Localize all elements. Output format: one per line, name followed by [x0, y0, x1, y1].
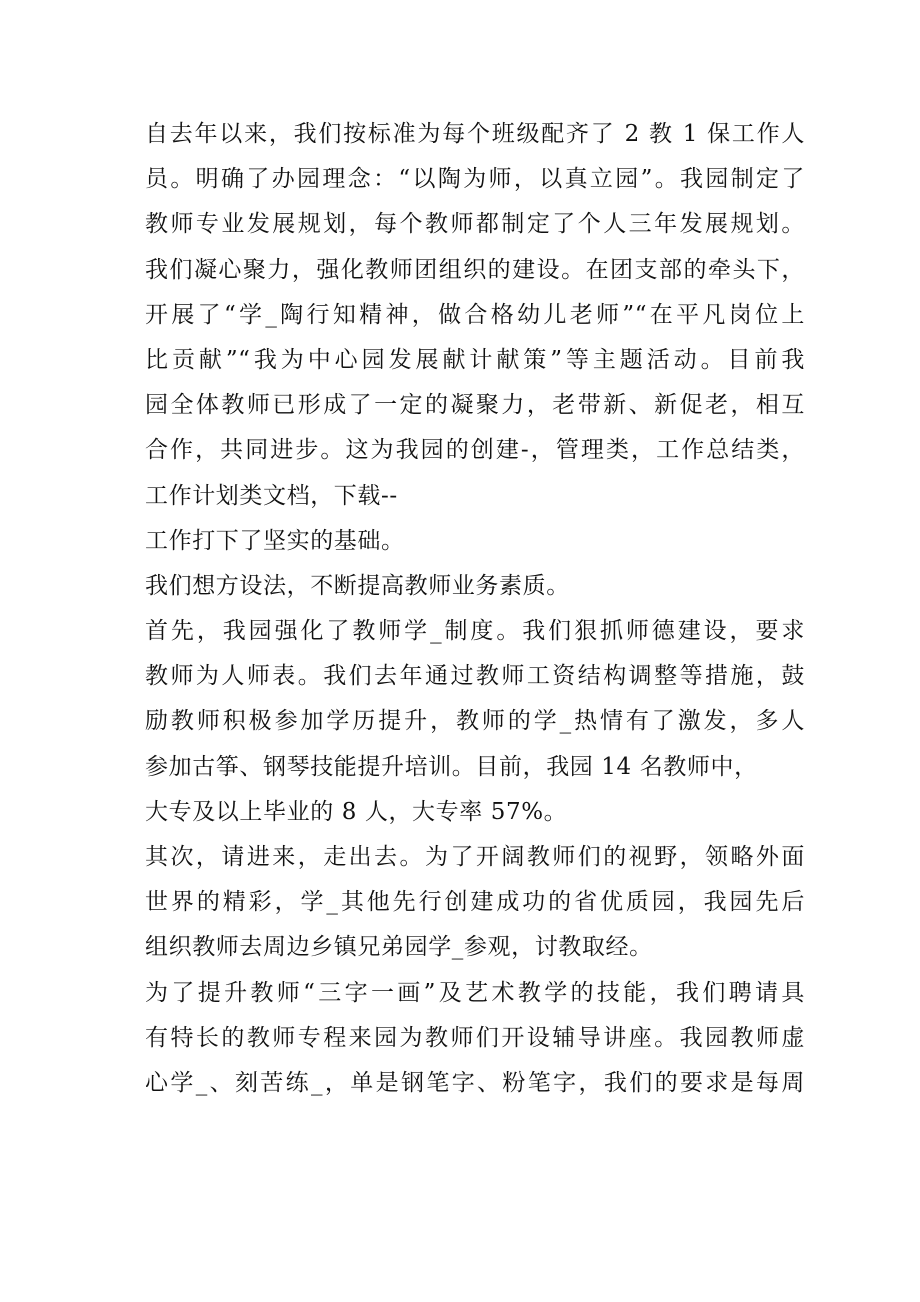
text-line-6: 比贡献”“我为中心园发展献计献策”等主题活动。目前我 — [145, 346, 805, 373]
text-line-16: 大专及以上毕业的 8 人，大专率 57%。 — [145, 798, 568, 825]
text-line-7: 园全体教师已形成了一定的凝聚力，老带新、新促老，相互 — [145, 392, 805, 419]
text-line-11: 我们想方设法，不断提高教师业务素质。 — [145, 572, 570, 599]
text-line-21: 有特长的教师专程来园为教师们开设辅导讲座。我园教师虚 — [145, 1024, 805, 1051]
text-line-9: 工作计划类文档，下载-- — [145, 482, 398, 509]
text-line-3: 教师专业发展规划，每个教师都制定了个人三年发展规划。 — [145, 211, 805, 238]
text-line-14: 励教师积极参加学历提升，教师的学_热情有了激发，多人 — [145, 708, 805, 735]
text-line-19: 组织教师去周边乡镇兄弟园学_参观，讨教取经。 — [145, 934, 653, 961]
text-line-10: 工作打下了坚实的基础。 — [145, 527, 405, 554]
text-line-8: 合作，共同进步。这为我园的创建-，管理类，工作总结类， — [145, 437, 805, 464]
text-line-5: 开展了“学_陶行知精神，做合格幼儿老师”“在平凡岗位上 — [145, 301, 805, 328]
text-line-18: 世界的精彩，学_其他先行创建成功的省优质园，我园先后 — [145, 889, 805, 916]
text-line-13: 教师为人师表。我们去年通过教师工资结构调整等措施，鼓 — [145, 663, 805, 690]
document-body — [145, 112, 805, 1106]
text-line-1: 自去年以来，我们按标准为每个班级配齐了 2 教 1 保工作人 — [145, 121, 805, 147]
text-line-15: 参加古筝、钢琴技能提升培训。目前，我园 14 名教师中， — [145, 753, 758, 780]
text-line-4: 我们凝心聚力，强化教师团组织的建设。在团支部的牵头下， — [145, 256, 805, 283]
text-line-17: 其次，请进来，走出去。为了开阔教师们的视野，领略外面 — [145, 844, 805, 870]
text-line-22: 心学_、刻苦练_，单是钢笔字、粉笔字，我们的要求是每周 — [145, 1069, 805, 1096]
text-line-2: 员。明确了办园理念：“以陶为师，以真立园”。我园制定了 — [145, 166, 805, 193]
text-line-20: 为了提升教师“三字一画”及艺术教学的技能，我们聘请具 — [145, 979, 805, 1006]
text-line-12: 首先，我园强化了教师学_制度。我们狠抓师德建设，要求 — [145, 618, 805, 645]
